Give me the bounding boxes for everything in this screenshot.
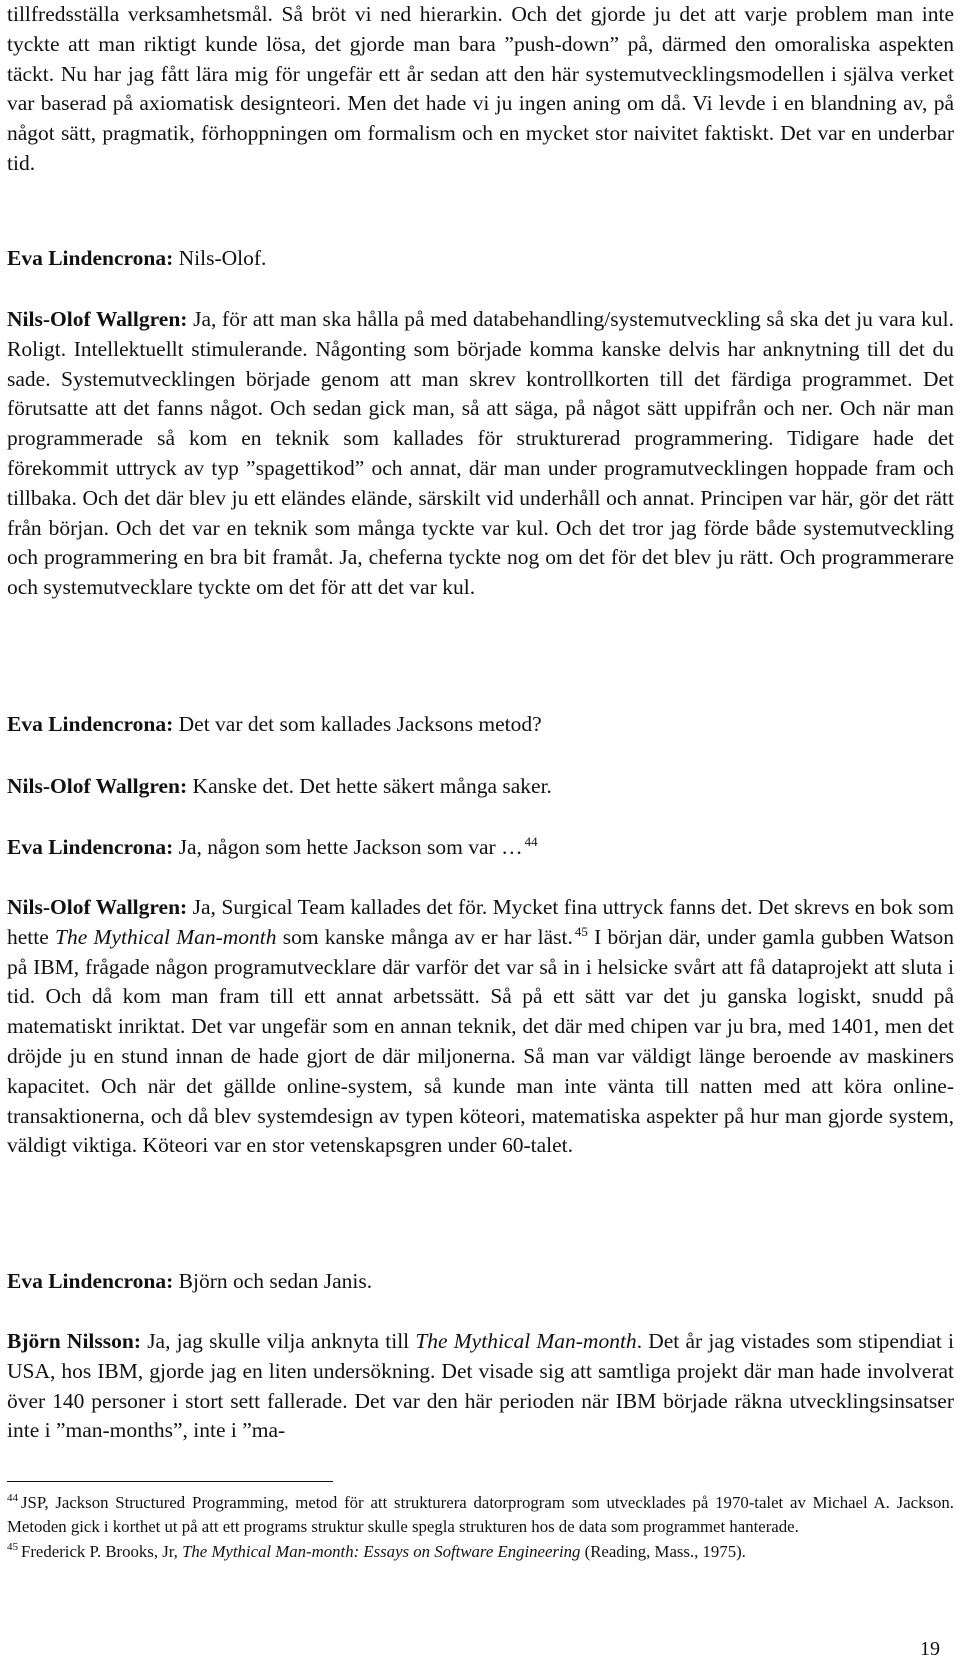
book-title: The Mythical Man-month xyxy=(55,924,277,949)
dialogue-turn-nils-1 xyxy=(7,305,954,603)
footnote-text: (Reading, Mass., 1975). xyxy=(580,1541,746,1561)
speaker-name: Björn Nilsson: xyxy=(7,1329,142,1353)
intro-paragraph: tillfredsställa verksamhetsmål. Så bröt vi ned hierarkin. Och det gjorde ju det att varje problem man inte tyckte att man riktigt kunde lösa, det gjorde man bara ”push-down” på, därmed den omoraliska aspekten täckt. Nu har jag fått lära mig för ungefär ett år sedan att den här systemutvecklingsmodellen i själva verket var baserad på axiomatisk designteori. Men det hade vi ju ingen aning om då. Vi levde i en blandning av, på något sätt, pragmatik, förhoppningen om formalism och en mycket stor naivitet faktiskt. Det var en underbar tid. xyxy=(7,2,954,175)
footnote-text: JSP, Jackson Structured Programming, metod för att strukturera datorprogram som utvecklades på 1970-talet av Michael A. Jackson. Metoden gick i korthet ut på att ett programs struktur skulle spegla strukturen hos de data som programmet hanterade. xyxy=(7,1493,954,1537)
speaker-name: Nils-Olof Wallgren: xyxy=(7,774,188,798)
turn-text: Björn och sedan Janis. xyxy=(173,1269,373,1293)
turn-text: Nils-Olof. xyxy=(173,246,267,270)
footnote-text: Frederick P. Brooks, Jr, xyxy=(21,1541,183,1561)
speaker-name: Eva Lindencrona: xyxy=(7,1269,174,1293)
turn-text: Det var det som kallades Jacksons metod? xyxy=(173,712,542,736)
turn-text: Ja, för att man ska hålla på med databehandling/systemutveckling så ska det ju vara kul. Roligt. Intellektuellt stimulerande. Någonting som började komma kanske delvis har anknytning till det du sade. Systemutvecklingen började genom att man skrev kontrollkorten till det färdiga programmet. Det förutsatte att det fanns något. Och sedan gick man, så att säga, på något sätt uppifrån och ner. Och när man programmerade så kom en teknik som kallades för strukturerad programmering. Tidigare hade det förekommit uttryck av typ ”spagettikod” och annat, där man under programutvecklingen hoppade fram och tillbaka. Och det där blev ju ett eländes elände, särskilt vid underhåll och annat. Principen var här, gör det rätt från början. Och det var en teknik som många tyckte var kul. Och det tror jag förde både systemutveckling och programmering en bra bit framåt. Ja, cheferna tyckte nog om det för det blev ju rätt. Och programmerare och systemutvecklare tyckte om det för att det var kul. xyxy=(7,307,955,600)
footnote-ref-45[interactable]: 45 xyxy=(574,923,588,939)
speaker-name: Eva Lindencrona: xyxy=(7,246,174,270)
dialogue-turn-nils-2 xyxy=(7,772,552,802)
body-text xyxy=(7,0,955,1443)
dialogue-turn-nils-3 xyxy=(7,893,954,1161)
turn-text: som kanske många av er har läst. xyxy=(276,924,573,949)
turn-text: I början där, under gamla gubben Watson på IBM, frågade någon programutvecklare där varför det var så in i helsicke svårt att få dataprojekt att sluta i tid. Och då kom man fram till ett annat arbetssätt. Så på ett sätt var det ju ganska logiskt, snudd på matematiskt inriktat. Det var ungefär som en annan teknik, det där med chipen var ju bra, med 1401, men det dröjde ju en stund innan de hade gjort de där miljonerna. Så man var väldigt länge beroende av maskiners kapacitet. Och när det gällde online-system, så kunde man inte vänta till natten med att köra online-transaktionerna, och då blev systemdesign av typen köteori, matematiska aspekter på hur man gjorde system, väldigt viktiga. Köteori var en stor vetenskapsgren under 60-talet. xyxy=(7,924,954,1158)
turn-text: Ja, Surgical Team kallades det för. Mycket fina uttryck fanns det. Det skrevs en bok som hette xyxy=(7,895,955,949)
speaker-name: Nils-Olof Wallgren: xyxy=(7,307,188,331)
footnote-number: 44 xyxy=(7,1492,18,1505)
footnote-ref-44[interactable]: 44 xyxy=(524,833,538,849)
footnote-divider xyxy=(7,1481,333,1482)
footnote-number: 45 xyxy=(7,1541,18,1553)
dialogue-turn-eva-3 xyxy=(7,833,538,863)
speaker-name: Nils-Olof Wallgren: xyxy=(7,895,188,919)
dialogue-turn-eva-1 xyxy=(7,244,266,274)
turn-text: Kanske det. Det hette säkert många saker. xyxy=(187,774,552,798)
page-number: 19 xyxy=(920,1638,940,1660)
book-title: The Mythical Man-month xyxy=(415,1329,637,1353)
dialogue-turn-bjorn xyxy=(7,1327,954,1446)
dialogue-turn-eva-4 xyxy=(7,1267,372,1297)
dialogue-turn-eva-2 xyxy=(7,710,542,740)
speaker-name: Eva Lindencrona: xyxy=(7,712,174,736)
turn-text: . Det år jag vistades som stipendiat i USA, hos IBM, gjorde jag en liten undersökning. Det visade sig att samtliga projekt där man hade involverat över 140 personer i stort sett fallerade. Det var den här perioden när IBM började räkna utvecklingsinsatser inte i ”man-months”, inte i ”ma- xyxy=(7,1329,954,1443)
footnote-45 xyxy=(7,1540,954,1564)
footnotes xyxy=(7,1491,954,1564)
speaker-name: Eva Lindencrona: xyxy=(7,835,174,859)
turn-text: Ja, någon som hette Jackson som var … xyxy=(173,835,523,859)
footnote-44 xyxy=(7,1491,954,1540)
footnote-book-title: The Mythical Man-month: Essays on Software Engineering xyxy=(182,1541,581,1561)
turn-text: Ja, jag skulle vilja anknyta till xyxy=(141,1329,416,1353)
